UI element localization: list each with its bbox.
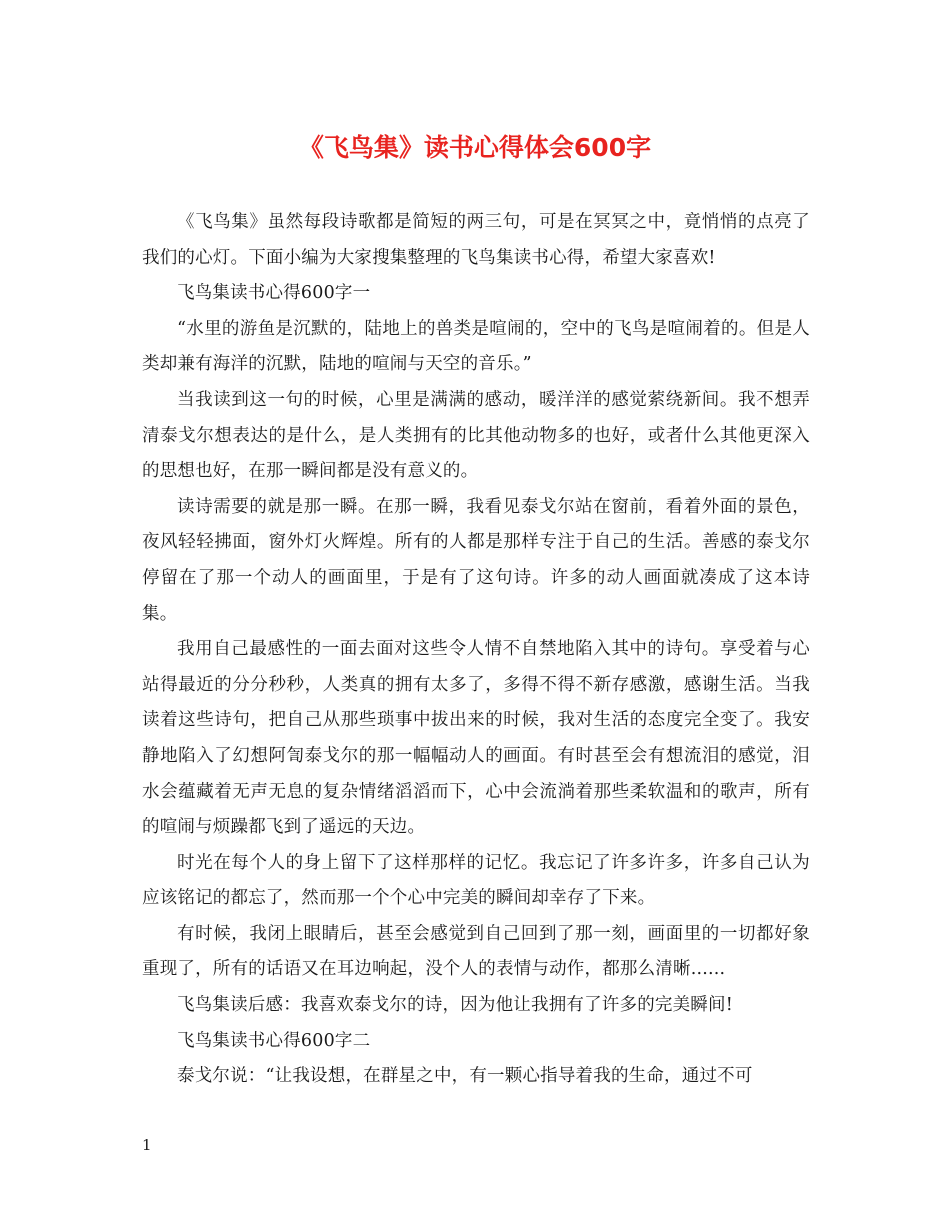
paragraph: 我用自己最感性的一面去面对这些令人情不自禁地陷入其中的诗句。享受着与心站得最近的分分秒秒，人类真的拥有太多了，多得不得不新存感激，感谢生活。当我读着这些诗句，把自己从那些琐事中拔出来的时候，我对生活的态度完全变了。我安静地陷入了幻想阿訇泰戈尔的那一幅幅动人的画面。有时甚至会有想流泪的感觉，泪水会蕴藏着无声无息的复杂情绪滔滔而下，心中会流淌着那些柔软温和的歌声，所有的喧闹与烦躁都飞到了遥远的天边。 [142,639,810,838]
paragraph-intro: 《飞鸟集》虽然每段诗歌都是简短的两三句，可是在冥冥之中，竟悄悄的点亮了我们的心灯。下面小编为大家搜集整理的飞鸟集读书心得，希望大家喜欢! [142,212,810,268]
page-number: 1 [142,1136,152,1154]
paragraph: 泰戈尔说：“让我设想，在群星之中，有一颗心指导着我的生命，通过不可 [177,1066,753,1087]
section-heading-one: 飞鸟集读书心得600字一 [177,283,371,304]
paragraph: 当我读到这一句的时候，心里是满满的感动，暖洋洋的感觉萦绕新间。我不想弄清泰戈尔想表达的是什么，是人类拥有的比其他动物多的也好，或者什么其他更深入的思想也好，在那一瞬间都是没有意义的。 [142,389,810,482]
paragraph: 飞鸟集读后感：我喜欢泰戈尔的诗，因为他让我拥有了许多的完美瞬间! [177,995,733,1016]
section-heading-two: 飞鸟集读书心得600字二 [177,1030,371,1051]
paragraph: 读诗需要的就是那一瞬。在那一瞬，我看见泰戈尔站在窗前，看着外面的景色，夜风轻轻拂面，窗外灯火辉煌。所有的人都是那样专注于自己的生活。善感的泰戈尔停留在了那一个动人的画面里，于是有了这句诗。许多的动人画面就凑成了这本诗集。 [142,496,810,624]
document-title: 《飞鸟集》读书心得体会600字 [298,133,652,162]
paragraph: 有时候，我闭上眼睛后，甚至会感觉到自己回到了那一刻，画面里的一切都好象重现了，所有的话语又在耳边响起，没个人的表情与动作，都那么清晰...... [142,923,810,980]
document-body [142,205,810,1095]
paragraph: 时光在每个人的身上留下了这样那样的记忆。我忘记了许多许多，许多自己认为应该铭记的都忘了，然而那一个个心中完美的瞬间却幸存了下来。 [142,852,810,909]
paragraph-quote: “水里的游鱼是沉默的，陆地上的兽类是喧闹的，空中的飞鸟是喧闹着的。但是人类却兼有海洋的沉默，陆地的喧闹与天空的音乐。” [142,318,810,375]
